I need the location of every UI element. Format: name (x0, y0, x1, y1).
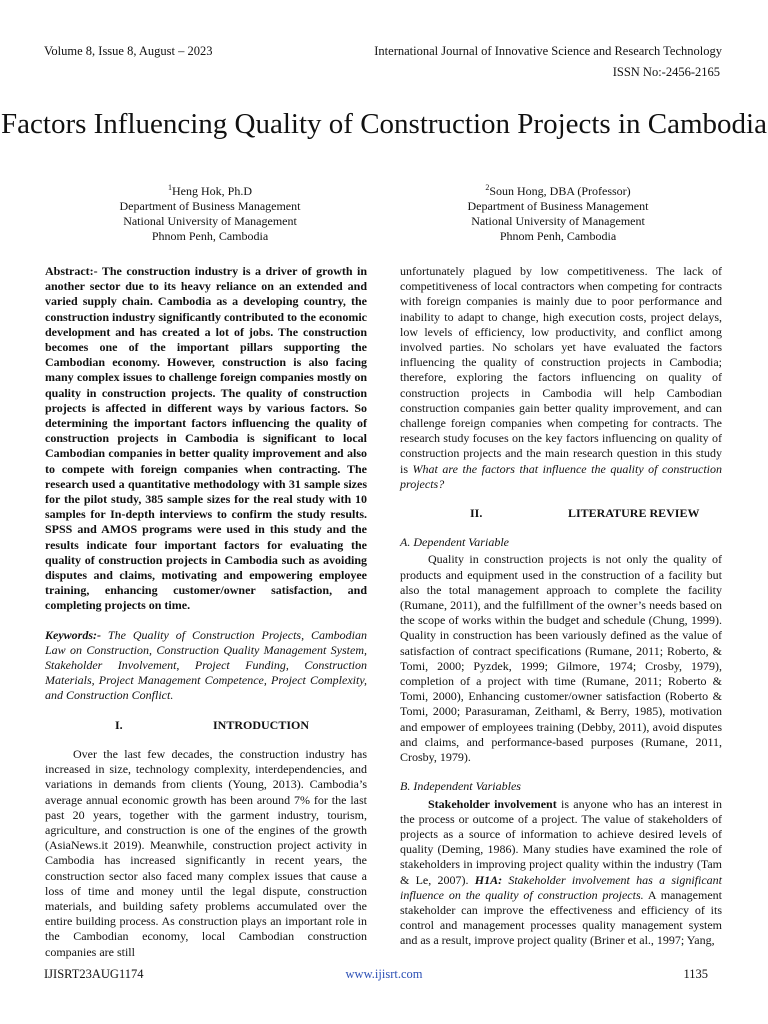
author-name: Soun Hong, DBA (Professor) (489, 184, 631, 198)
subsection-heading-independent-variables: B. Independent Variables (400, 779, 521, 794)
author-department: Department of Business Management (467, 199, 649, 213)
independent-variables-paragraph (400, 797, 722, 949)
author-university: National University of Management (123, 214, 297, 228)
section-heading-introduction (45, 718, 367, 733)
author-department: Department of Business Management (119, 199, 301, 213)
paragraph-text: is anyone who has an interest in the process or outcome of a project. The value of stakeholders of projects as a source of information to achieve desired levels of quality (Deming, 1986). Many studies have examined the role of stakeholders in improving project quality within the industry (Tam & Le, 2007). (400, 796, 722, 887)
author-name: Heng Hok, Ph.D (172, 184, 252, 198)
hypothesis-label: H1A: (474, 872, 503, 887)
section-title: INTRODUCTION (213, 717, 310, 732)
introduction-continued-text: unfortunately plagued by low competitiveness. The lack of competitiveness of local contractors when competing for contracts with foreign companies is mainly due to poor performance and inability to adapt to change, high execution costs, project delays, low levels of efficiency, low productivity, and conflict among involved parties. No scholars yet have evaluated the factors influencing the quality of construction projects in Cambodia; therefore, exploring the factors influencing on quality of construction projects in Cambodia will help Cambodian construction companies gain better quality improvement, and can challenge foreign companies when competing for contracts. The research study focuses on the key factors influencing on quality of construction projects and the main research question in this study is (400, 264, 722, 476)
stakeholder-term: Stakeholder involvement (428, 796, 557, 811)
journal-issn: ISSN No:-2456-2165 (612, 65, 720, 79)
keywords-text: The Quality of Construction Projects, Cambodian Law on Construction, Construction Quality Management System, Stakeholder Involvement, Project Funding, Construction Materials, Project Management Competence, Project Complexity, and Construction Conflict. (45, 627, 367, 703)
introduction-paragraph: Over the last few decades, the construction industry has increased in size, technology complexity, interdependencies, and variations in demands from clients (Young, 2013). Cambodia’s average annual economic growth has been around 7% for the last past 20 years, together with the garment industry, tourism, agriculture, and construction is one of the engines of the growth (AsiaNews.it 2019). Meanwhile, construction project activity in Cambodia has increased significantly in recent years, the construction sector also faced many complex issues that cause a loss of time and money until the legal dispute, construction materials, and building safety problems accumulated over the entire building process. As construction plays an important role in the Cambodian economy, local Cambodian construction companies are still (45, 746, 367, 959)
keywords-label: Keywords:- (45, 627, 101, 642)
right-column (400, 264, 722, 949)
author-university: National University of Management (471, 214, 645, 228)
footer-page-number: 1135 (683, 967, 708, 981)
left-column (45, 264, 367, 960)
subsection-heading-dependent-variable: A. Dependent Variable (400, 535, 509, 550)
paper-title: Factors Influencing Quality of Construction Projects in Cambodia (1, 108, 767, 141)
introduction-continued (400, 264, 722, 492)
author-block-1 (60, 180, 360, 244)
footer-website-link[interactable]: www.ijisrt.com (345, 967, 423, 981)
author-city: Phnom Penh, Cambodia (499, 229, 617, 243)
journal-volume-issue: Volume 8, Issue 8, August – 2023 (44, 44, 213, 58)
keywords (45, 628, 367, 704)
journal-name: International Journal of Innovative Science and Research Technology (374, 44, 722, 58)
author-superscript: 1 (168, 183, 172, 192)
footer-paper-code: IJISRT23AUG1174 (44, 967, 144, 981)
author-block-2 (408, 180, 708, 244)
section-number: I. (115, 717, 123, 732)
section-heading-literature-review (400, 506, 722, 521)
abstract: Abstract:- The construction industry is a driver of growth in another sector due to its heavy reliance on an extended and varied supply chain. Cambodia as a developing country, the construction industry significantly contributed to the economic development and has created a lot of jobs. The construction becomes one of the important pillars supporting the Cambodian economy. However, construction is also facing many complex issues to challenge foreign companies mostly on quality in construction projects. The quality of construction projects is affected in different ways by various factors. So determining the important factors influencing the quality of construction projects in Cambodia is significant to local Cambodian companies in better quality improvement and also to compete with foreign companies when contracting. The research used a quantitative methodology with 31 sample sizes for the pilot study, 385 sample sizes for the real study with 10 samples for In-depth interviews to confirm the study results. SPSS and AMOS programs were used in this study and the results indicate four important factors for evaluating the quality of construction projects in Cambodia such as avoiding disputes and claims, motivating and empowering employee training, enhancing customer/owner satisfaction, and completing projects on time. (45, 264, 367, 613)
paragraph-text: A management stakeholder can improve the effectiveness and efficiency of its control and management processes quality management system and as a result, improve project quality (Briner et al., 1997; Yang, (400, 887, 722, 948)
hypothesis-text: Stakeholder involvement has a significant influence on the quality of construction projects. (400, 872, 722, 902)
research-question: What are the factors that influence the quality of construction projects? (400, 461, 722, 491)
author-city: Phnom Penh, Cambodia (151, 229, 269, 243)
section-number: II. (470, 506, 483, 521)
section-title: LITERATURE REVIEW (568, 506, 700, 521)
author-superscript: 2 (485, 183, 490, 192)
dependent-variable-paragraph: Quality in construction projects is not only the quality of products and equipment used in the construction of a facility but also the total management approach to complete the facility (Rumane, 2011), and the fulfillment of the owner’s needs based on the scope of works within the budget and schedule (Chung, 1999). Quality in construction has been variously defined as the value of satisfaction of contract specifications (Rumane, 2011; Roberto, & Tomi, 2000; Pyzdek, 1999; Gilmore, 1974; Crosby, 1979), completion of a project with time (Rumane, 2011; Roberto & Tomi, 2000), Enhancing customer/owner satisfaction (Roberto & Tomi, 2000; Parasuraman, Zeithaml, & Berry, 1985), motivation and empower of employees training (Debby, 2011), avoid disputes and claims, and performance-based purposes (Rumane, 2011, Crosby, 1979). (400, 552, 722, 765)
